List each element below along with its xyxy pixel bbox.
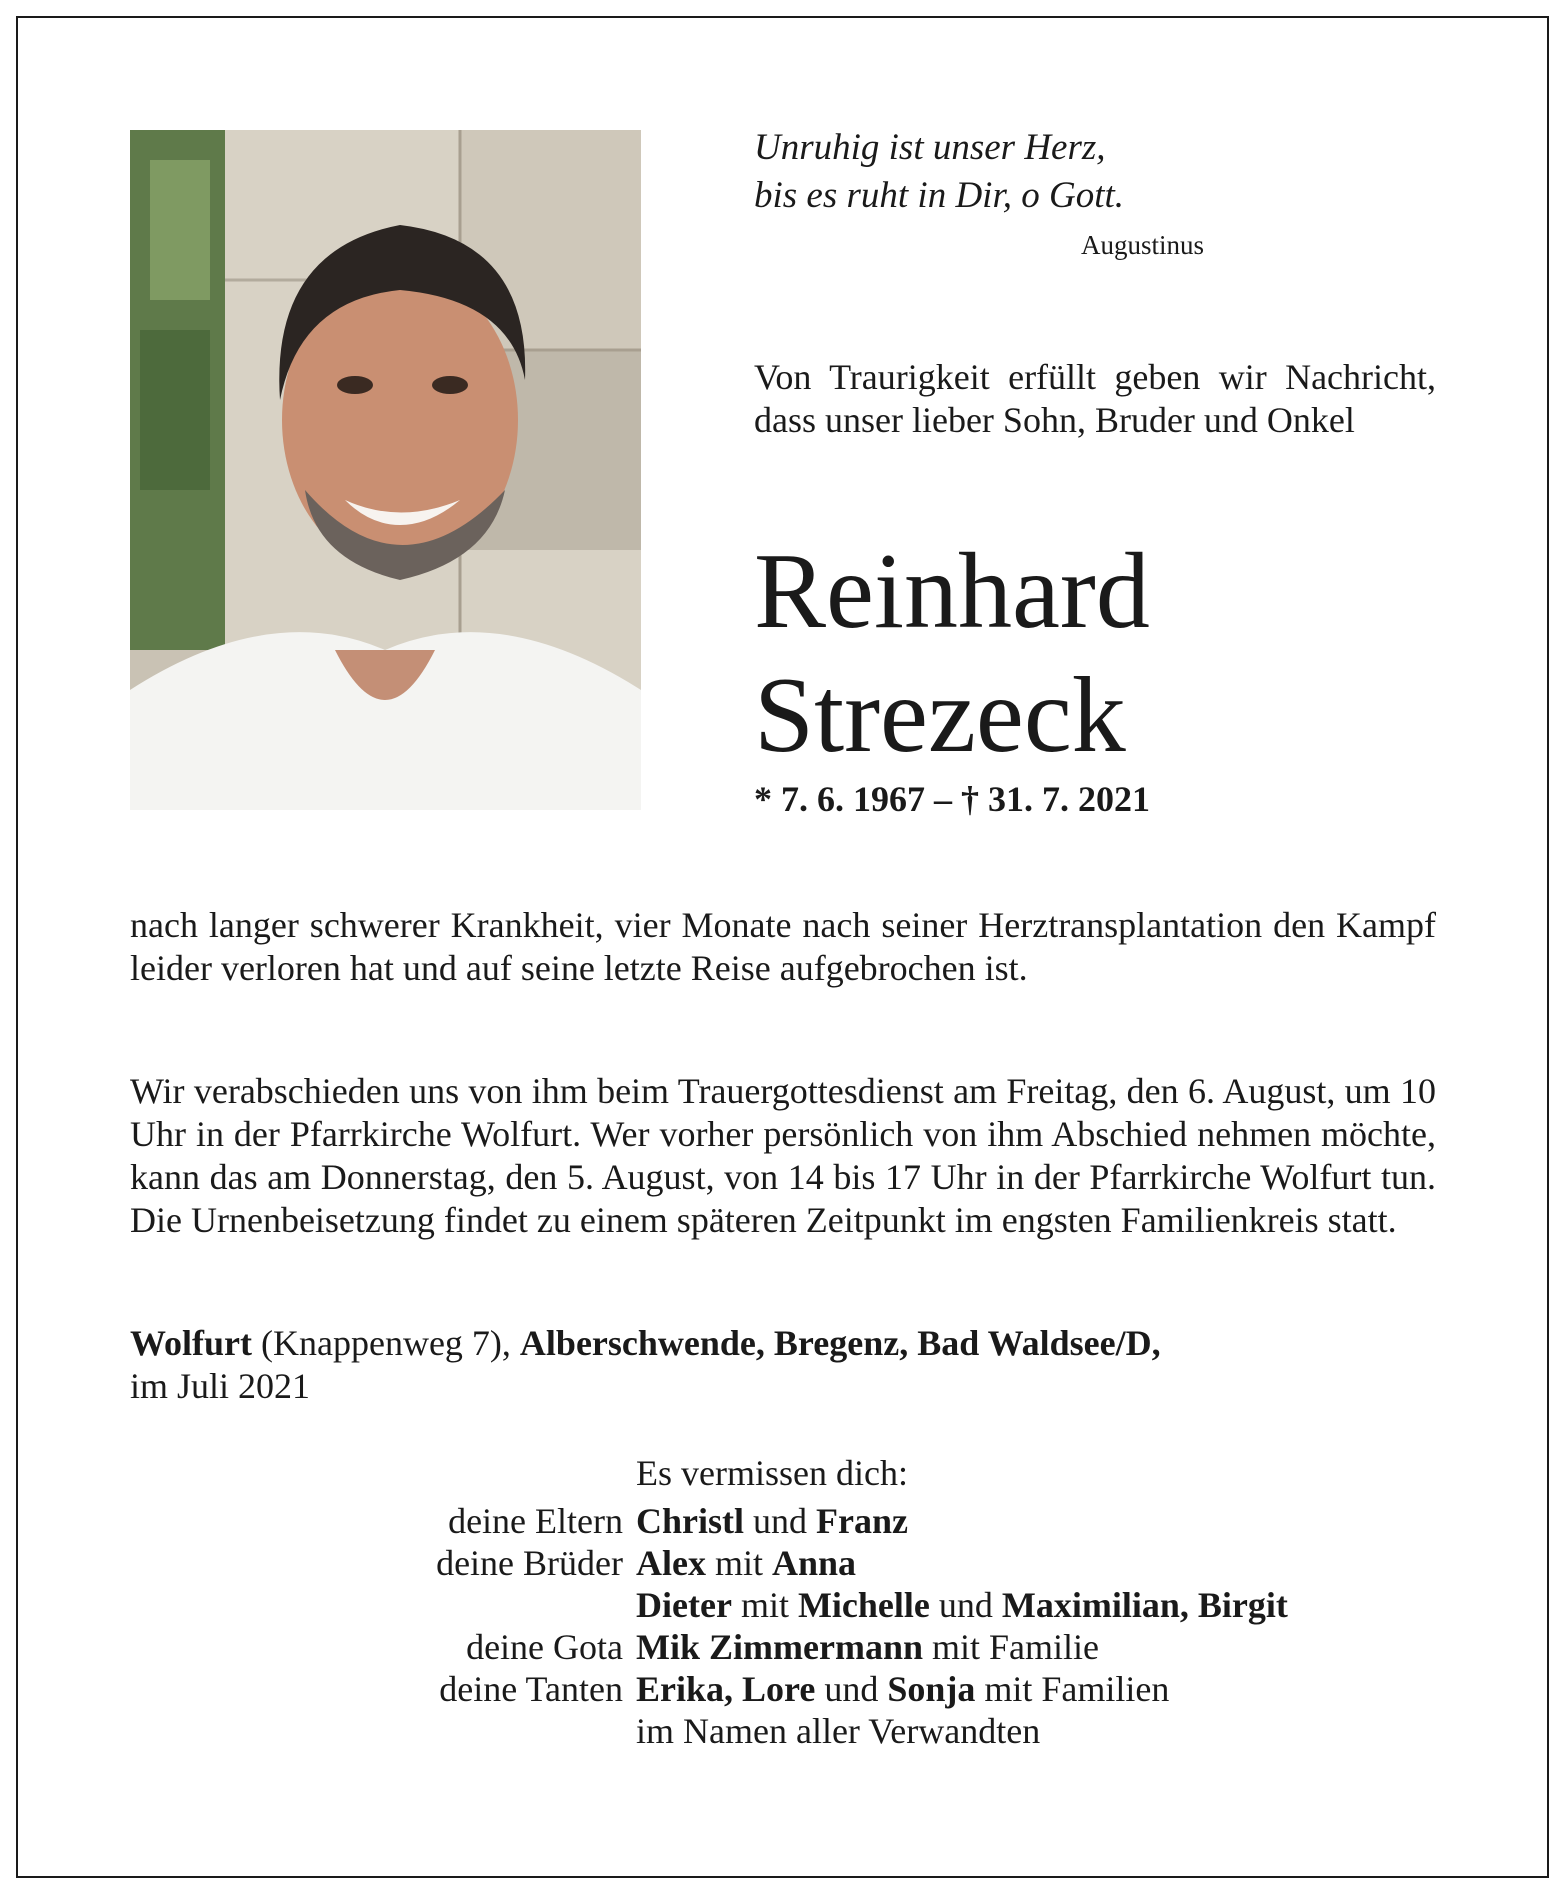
family-member-name: Michelle xyxy=(797,1585,930,1625)
family-relation: deine Eltern xyxy=(448,1501,623,1541)
family-row xyxy=(0,1500,1567,1542)
quote-block xyxy=(754,124,1214,262)
life-dates: * 7. 6. 1967 – † 31. 7. 2021 xyxy=(754,779,1150,819)
family-connector: und xyxy=(744,1501,816,1541)
family-member-name: Erika, Lore xyxy=(636,1669,816,1709)
family-list xyxy=(0,1500,1567,1752)
place-others: Alberschwende, Bregenz, Bad Waldsee/D, xyxy=(519,1323,1161,1363)
family-connector: mit xyxy=(705,1543,772,1583)
first-name: Reinhard xyxy=(754,532,1150,651)
family-row xyxy=(0,1668,1567,1710)
family-member-name: Mik Zimmermann xyxy=(636,1627,923,1667)
family-members xyxy=(636,1542,856,1584)
family-row xyxy=(0,1710,1567,1752)
family-member-name: Maximilian, Birgit xyxy=(1001,1585,1288,1625)
paragraph-illness: nach langer schwerer Krankheit, vier Monate nach seiner Herztransplantation den Kampf leider verloren hat und auf seine letzte Reise aufgebrochen ist. xyxy=(130,905,1436,988)
quote-line: bis es ruht in Dir, o Gott. xyxy=(754,175,1125,216)
family-row xyxy=(0,1626,1567,1668)
family-connector: mit xyxy=(731,1585,798,1625)
deceased-name xyxy=(754,530,1150,778)
family-connector: im Namen aller Verwandten xyxy=(636,1711,1041,1751)
family-member-name: Christl xyxy=(636,1501,744,1541)
family-row xyxy=(0,1542,1567,1584)
family-member-name: Anna xyxy=(772,1543,857,1583)
family-relation: deine Gota xyxy=(466,1627,623,1667)
portrait-photo xyxy=(130,130,641,810)
quote-author: Augustinus xyxy=(1080,230,1204,260)
family-members xyxy=(636,1626,1099,1668)
family-member-name: Dieter xyxy=(636,1585,732,1625)
intro-text: Von Traurigkeit erfüllt geben wir Nachricht, dass unser lieber Sohn, Bruder und Onkel xyxy=(754,357,1436,440)
family-members xyxy=(636,1500,908,1542)
quote-line: Unruhig ist unser Herz, xyxy=(754,127,1106,168)
family-members xyxy=(636,1710,1040,1752)
paragraph-service: Wir verabschieden uns von ihm beim Trauergottesdienst am Freitag, den 6. August, um 10 Uhr in der Pfarrkirche Wolfurt. Wer vorher persönlich von ihm Abschied nehmen möchte, kann das am Donnerstag, den 5. August, von 14 bis 17 Uhr in der Pfarrkirche Wolfurt tun. Die Urnenbeisetzung findet zu einem späteren Zeitpunkt im engsten Familienkreis statt. xyxy=(130,1071,1436,1240)
place-address: (Knappenweg 7), xyxy=(252,1323,520,1363)
family-member-name: Alex xyxy=(636,1543,706,1583)
last-name: Strezeck xyxy=(754,656,1126,775)
place-and-date xyxy=(130,1322,1436,1408)
family-connector: und xyxy=(929,1585,1002,1625)
family-connector: und xyxy=(815,1669,888,1709)
closing-line: Es vermissen dich: xyxy=(636,1453,908,1493)
family-relation: deine Tanten xyxy=(439,1669,623,1709)
family-row xyxy=(0,1584,1567,1626)
family-members xyxy=(636,1668,1169,1710)
family-connector: mit Familie xyxy=(922,1627,1099,1667)
family-member-name: Franz xyxy=(816,1501,908,1541)
family-connector: mit Familien xyxy=(975,1669,1170,1709)
place-town: Wolfurt xyxy=(130,1323,252,1363)
family-members xyxy=(636,1584,1288,1626)
family-relation: deine Brüder xyxy=(436,1543,623,1583)
family-member-name: Sonja xyxy=(887,1669,976,1709)
place-date: im Juli 2021 xyxy=(130,1366,311,1406)
